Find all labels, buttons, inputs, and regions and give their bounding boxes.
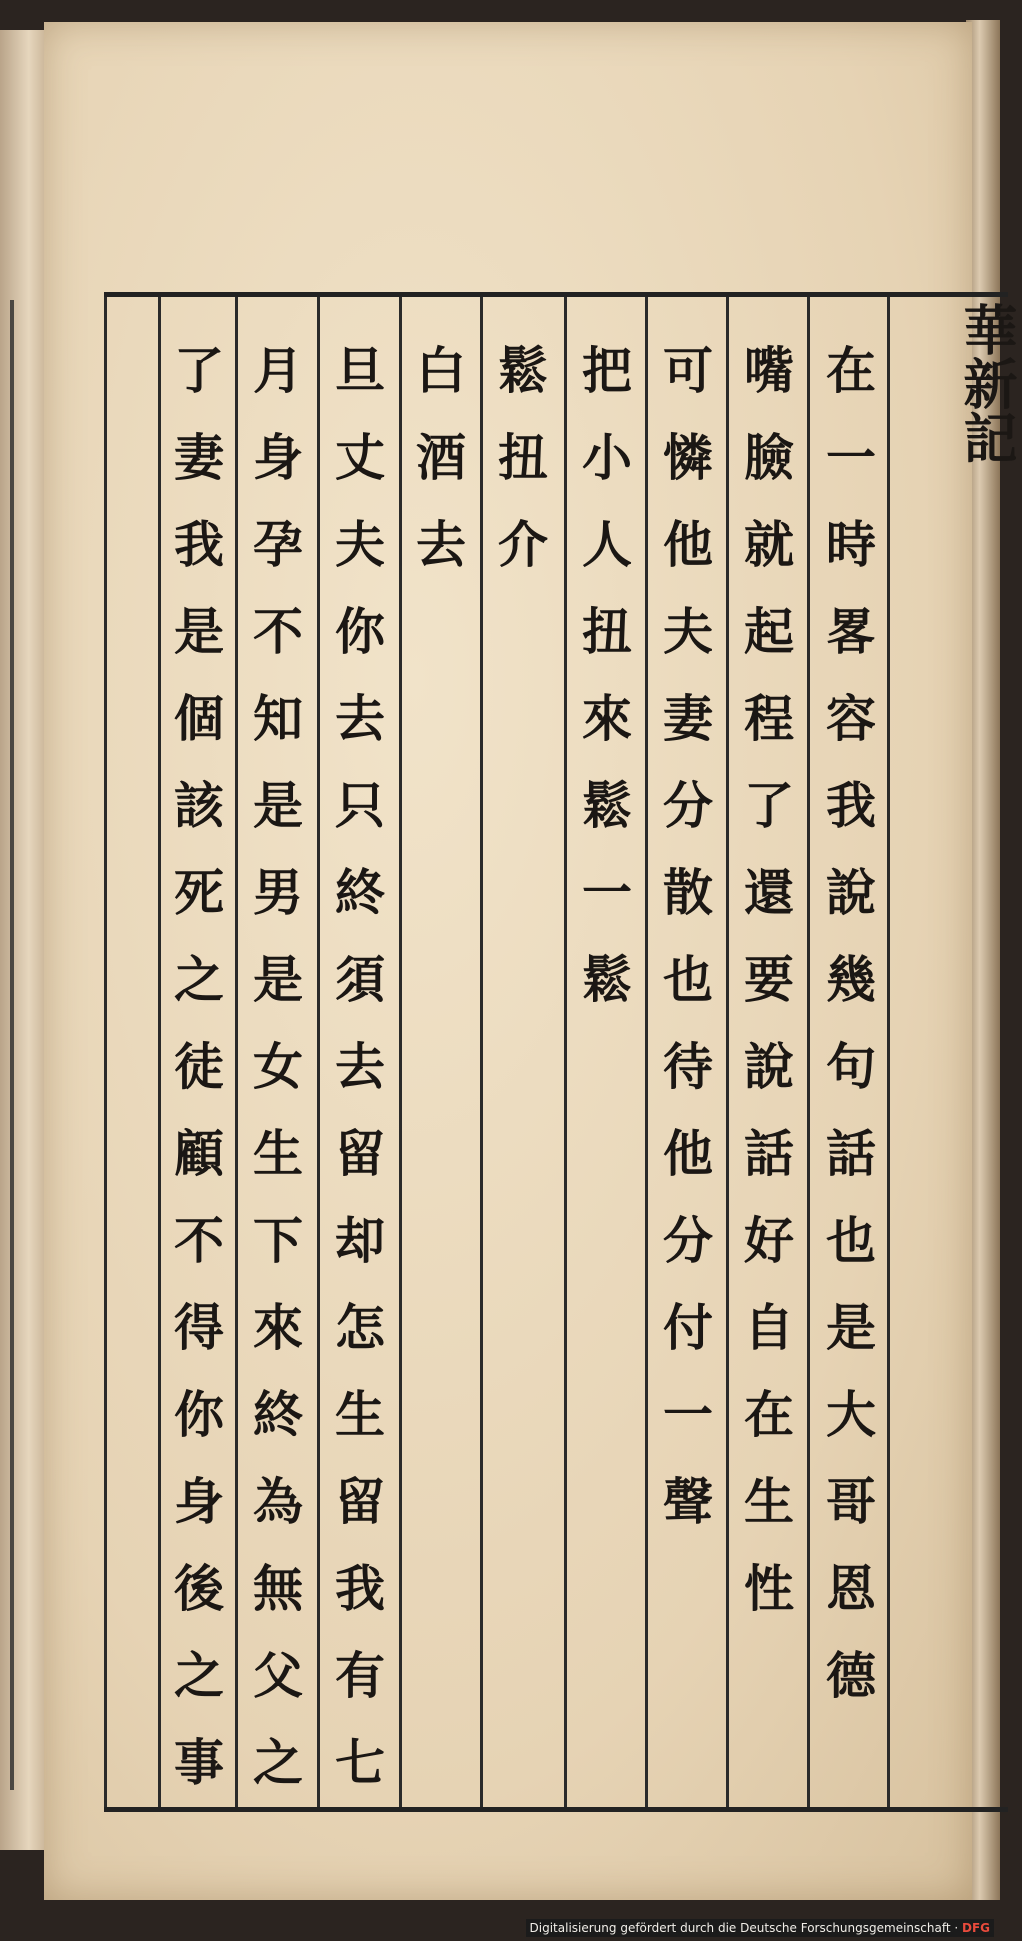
glyph: 在 bbox=[744, 1385, 794, 1444]
glyph: 聲 bbox=[663, 1472, 713, 1531]
glyph: 男 bbox=[253, 863, 303, 922]
dfg-logo: DFG bbox=[961, 1921, 990, 1935]
glyph: 可 bbox=[663, 341, 713, 400]
text-column-2 bbox=[734, 327, 804, 1837]
glyph: 只 bbox=[335, 776, 385, 835]
column-rule bbox=[645, 297, 648, 1807]
glyph: 自 bbox=[744, 1298, 794, 1357]
glyph: 哥 bbox=[826, 1472, 876, 1531]
glyph: 酒 bbox=[416, 428, 466, 487]
glyph: 時 bbox=[826, 515, 876, 574]
glyph: 終 bbox=[253, 1385, 303, 1444]
glyph: 分 bbox=[663, 776, 713, 835]
glyph: 却 bbox=[335, 1211, 385, 1270]
glyph: 就 bbox=[744, 515, 794, 574]
glyph: 待 bbox=[663, 1037, 713, 1096]
glyph: 丈 bbox=[335, 428, 385, 487]
glyph: 顧 bbox=[174, 1124, 224, 1183]
glyph: 該 bbox=[174, 776, 224, 835]
glyph: 我 bbox=[335, 1559, 385, 1618]
glyph: 把 bbox=[582, 341, 632, 400]
column-rule bbox=[887, 297, 890, 1807]
column-rule bbox=[235, 297, 238, 1807]
glyph: 幾 bbox=[826, 950, 876, 1009]
glyph: 人 bbox=[582, 515, 632, 574]
glyph: 生 bbox=[335, 1385, 385, 1444]
glyph: 之 bbox=[174, 1646, 224, 1705]
glyph: 留 bbox=[335, 1124, 385, 1183]
text-column-5 bbox=[488, 327, 558, 1837]
glyph: 去 bbox=[416, 515, 466, 574]
glyph: 還 bbox=[744, 863, 794, 922]
column-rule bbox=[807, 297, 810, 1807]
credit-text: Digitalisierung gefördert durch die Deutsche Forschungsgemeinschaft · bbox=[529, 1921, 962, 1935]
glyph: 一 bbox=[582, 863, 632, 922]
glyph: 德 bbox=[826, 1646, 876, 1705]
column-rule bbox=[158, 297, 161, 1807]
glyph: 你 bbox=[174, 1385, 224, 1444]
glyph: 白 bbox=[416, 341, 466, 400]
glyph: 也 bbox=[826, 1211, 876, 1270]
glyph: 後 bbox=[174, 1559, 224, 1618]
glyph: 女 bbox=[253, 1037, 303, 1096]
text-column-8 bbox=[243, 327, 313, 1837]
glyph: 之 bbox=[174, 950, 224, 1009]
glyph: 容 bbox=[826, 689, 876, 748]
glyph: 他 bbox=[663, 1124, 713, 1183]
glyph: 月 bbox=[253, 341, 303, 400]
glyph: 了 bbox=[174, 341, 224, 400]
glyph: 知 bbox=[253, 689, 303, 748]
glyph: 鬆 bbox=[582, 950, 632, 1009]
glyph: 扭 bbox=[498, 428, 548, 487]
glyph: 個 bbox=[174, 689, 224, 748]
text-column-6 bbox=[406, 327, 476, 1837]
glyph: 話 bbox=[826, 1124, 876, 1183]
text-column-9 bbox=[164, 327, 234, 1837]
column-rule bbox=[726, 297, 729, 1807]
glyph: 夫 bbox=[335, 515, 385, 574]
text-frame bbox=[104, 292, 1008, 1812]
glyph: 介 bbox=[498, 515, 548, 574]
digitization-credit bbox=[526, 1919, 994, 1937]
glyph: 妻 bbox=[174, 428, 224, 487]
glyph: 下 bbox=[253, 1211, 303, 1270]
column-rule bbox=[317, 297, 320, 1807]
glyph: 散 bbox=[663, 863, 713, 922]
column-rule bbox=[399, 297, 402, 1807]
glyph: 鬆 bbox=[582, 776, 632, 835]
glyph: 孕 bbox=[253, 515, 303, 574]
glyph: 留 bbox=[335, 1472, 385, 1531]
glyph: 話 bbox=[744, 1124, 794, 1183]
glyph: 性 bbox=[744, 1559, 794, 1618]
glyph: 有 bbox=[335, 1646, 385, 1705]
text-column-3 bbox=[653, 327, 723, 1837]
glyph: 小 bbox=[582, 428, 632, 487]
glyph: 父 bbox=[253, 1646, 303, 1705]
glyph: 為 bbox=[253, 1472, 303, 1531]
glyph: 是 bbox=[826, 1298, 876, 1357]
glyph: 身 bbox=[253, 428, 303, 487]
margin-title-text: 華新記 bbox=[955, 302, 1019, 464]
text-column-4 bbox=[572, 327, 642, 1837]
glyph: 妻 bbox=[663, 689, 713, 748]
left-page-edge bbox=[0, 30, 50, 1850]
glyph: 是 bbox=[253, 950, 303, 1009]
glyph: 說 bbox=[826, 863, 876, 922]
glyph: 去 bbox=[335, 689, 385, 748]
text-column-1 bbox=[816, 327, 886, 1837]
glyph: 臉 bbox=[744, 428, 794, 487]
column-rule bbox=[564, 297, 567, 1807]
glyph: 不 bbox=[174, 1211, 224, 1270]
glyph: 憐 bbox=[663, 428, 713, 487]
glyph: 鬆 bbox=[498, 341, 548, 400]
glyph: 身 bbox=[174, 1472, 224, 1531]
glyph: 畧 bbox=[826, 602, 876, 661]
glyph: 去 bbox=[335, 1037, 385, 1096]
glyph: 我 bbox=[174, 515, 224, 574]
glyph: 要 bbox=[744, 950, 794, 1009]
book-page bbox=[44, 22, 1019, 1900]
glyph: 是 bbox=[253, 776, 303, 835]
glyph: 旦 bbox=[335, 341, 385, 400]
glyph: 句 bbox=[826, 1037, 876, 1096]
glyph: 死 bbox=[174, 863, 224, 922]
glyph: 付 bbox=[663, 1298, 713, 1357]
glyph: 怎 bbox=[335, 1298, 385, 1357]
glyph: 好 bbox=[744, 1211, 794, 1270]
glyph: 終 bbox=[335, 863, 385, 922]
column-rule bbox=[480, 297, 483, 1807]
column-rule bbox=[104, 297, 107, 1807]
glyph: 無 bbox=[253, 1559, 303, 1618]
glyph: 來 bbox=[582, 689, 632, 748]
glyph: 一 bbox=[663, 1385, 713, 1444]
glyph: 嘴 bbox=[744, 341, 794, 400]
glyph: 須 bbox=[335, 950, 385, 1009]
glyph: 程 bbox=[744, 689, 794, 748]
glyph: 大 bbox=[826, 1385, 876, 1444]
glyph: 事 bbox=[174, 1733, 224, 1792]
glyph: 也 bbox=[663, 950, 713, 1009]
glyph: 恩 bbox=[826, 1559, 876, 1618]
glyph: 我 bbox=[826, 776, 876, 835]
glyph: 來 bbox=[253, 1298, 303, 1357]
glyph: 七 bbox=[335, 1733, 385, 1792]
glyph: 分 bbox=[663, 1211, 713, 1270]
glyph: 你 bbox=[335, 602, 385, 661]
text-column-7 bbox=[325, 327, 395, 1837]
left-page-rule bbox=[10, 300, 14, 1790]
glyph: 他 bbox=[663, 515, 713, 574]
glyph: 不 bbox=[253, 602, 303, 661]
glyph: 夫 bbox=[663, 602, 713, 661]
glyph: 起 bbox=[744, 602, 794, 661]
glyph: 之 bbox=[253, 1733, 303, 1792]
glyph: 生 bbox=[744, 1472, 794, 1531]
glyph: 扭 bbox=[582, 602, 632, 661]
glyph: 說 bbox=[744, 1037, 794, 1096]
glyph: 在 bbox=[826, 341, 876, 400]
glyph: 徒 bbox=[174, 1037, 224, 1096]
glyph: 生 bbox=[253, 1124, 303, 1183]
glyph: 是 bbox=[174, 602, 224, 661]
glyph: 一 bbox=[826, 428, 876, 487]
glyph: 了 bbox=[744, 776, 794, 835]
glyph: 得 bbox=[174, 1298, 224, 1357]
